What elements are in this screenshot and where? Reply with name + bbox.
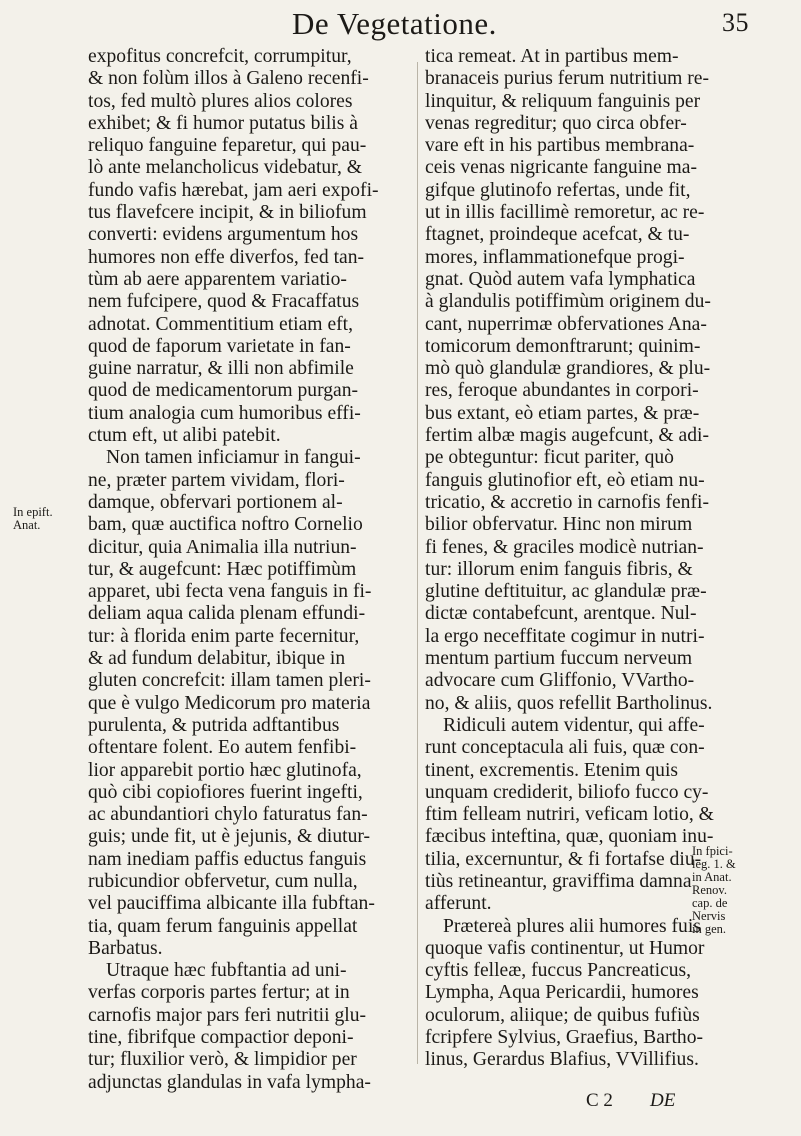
text-line: gifque glutinofo refertas, unde fit,	[425, 179, 691, 201]
text-line: cant, nuperrimæ obfervationes Ana-	[425, 313, 707, 335]
text-line: venas regreditur; quo circa obfer-	[425, 112, 687, 134]
text-line: tur, & augefcunt: Hæc potiffimùm	[88, 558, 357, 580]
text-line: tos, fed multò plures alios colores	[88, 90, 353, 112]
text-line: carnofis major pars feri nutritii glu-	[88, 1004, 367, 1026]
text-line: deliam aqua calida plenam effundi-	[88, 603, 366, 625]
text-line: Ridiculi autem videntur, qui affe-	[443, 714, 705, 736]
text-line: Utraque hæc fubftantia ad uni-	[106, 960, 347, 982]
text-line: tilia, excernuntur, & fi fortafse diu-	[425, 848, 702, 870]
signature-mark: C 2	[586, 1090, 613, 1111]
text-line: tus flavefcere incipit, & in biliofum	[88, 202, 367, 224]
text-line: fcripfere Sylvius, Graefius, Bartho-	[425, 1027, 704, 1049]
text-line: fanguis glutinofior eft, eò etiam nu-	[425, 469, 705, 491]
text-line: tica remeat. At in partibus mem-	[425, 46, 679, 67]
text-line: mores, inflammationefque progi-	[425, 246, 685, 268]
left-margin-note	[13, 506, 77, 532]
text-line: Barbatus.	[88, 937, 163, 959]
text-line: lior apparebit portio hæc glutinofa,	[88, 759, 362, 781]
catchword: DE	[650, 1090, 676, 1111]
margin-note-line: Nervis	[692, 909, 726, 923]
text-line: verfas corporis partes fertur; at in	[88, 982, 350, 1004]
text-line: tium analogia cum humoribus effi-	[88, 402, 361, 424]
text-line: runt conceptacula ali fuis, quæ con-	[425, 737, 705, 759]
text-line: ftim felleam nutriri, veficam lotio, &	[425, 804, 714, 826]
text-line: tricatio, & accretio in carnofis fenfi-	[425, 491, 709, 513]
text-line: exhibet; & fi humor putatus bilis à	[88, 112, 358, 134]
text-line: ne, præter partem vividam, flori-	[88, 469, 345, 491]
text-line: linus, Gerardus Blafius, VVillifius.	[425, 1049, 699, 1071]
text-line: advocare cum Gliffonio, VVartho-	[425, 670, 695, 692]
text-line: bilior obfervatur. Hinc non mirum	[425, 514, 693, 536]
text-line: reliquo fanguine feparetur, qui pau-	[88, 135, 367, 157]
text-line: fertim albæ magis augefcunt, & adi-	[425, 425, 710, 447]
text-line: humores non effe diverfos, fed tan-	[88, 246, 365, 268]
text-line: apparet, ubi fecta vena fanguis in fi-	[88, 581, 372, 603]
text-line: linquitur, & reliquum fanguinis per	[425, 90, 701, 112]
text-line: no, & aliis, quos refellit Bartholinus.	[425, 692, 713, 714]
text-line: Non tamen inficiamur in fangui-	[106, 447, 361, 469]
text-line: tomicorum demonftrarunt; quinim-	[425, 335, 701, 357]
text-line: dicitur, quia Animalia illa nutriun-	[88, 536, 357, 558]
page-title: De Vegetatione.	[292, 6, 497, 41]
text-line: fi fenes, & graciles modicè nutrian-	[425, 536, 704, 558]
text-line: oftentare folent. Eo autem fenfibi-	[88, 737, 357, 759]
margin-note-line: cap. de	[692, 896, 728, 910]
text-line: gnat. Quòd autem vafa lymphatica	[425, 268, 696, 290]
text-line: oculorum, aliique; de quibus fufiùs	[425, 1004, 700, 1026]
text-line: bam, quæ auctifica noftro Cornelio	[88, 514, 363, 536]
text-line: que è vulgo Medicorum pro materia	[88, 692, 371, 714]
text-line: damque, obfervari portionem al-	[88, 491, 343, 513]
text-line: quò cibi copiofiores fuerint ingefti,	[88, 781, 363, 803]
text-line: tiùs retineantur, graviffima damna	[425, 870, 692, 892]
text-line: mò quò glandulæ grandiores, & plu-	[425, 358, 711, 380]
text-line: vel pauciffima albicante illa fubftan-	[88, 893, 375, 915]
text-line: gluten concrefcit: illam tamen pleri-	[88, 670, 371, 692]
right-text-column	[425, 46, 725, 1072]
text-line: ceis venas nigricante fanguine ma-	[425, 157, 698, 179]
text-line: purulenta, & putrida adftantibus	[88, 714, 340, 736]
margin-note-line: in Anat.	[692, 870, 732, 884]
text-line: nam inediam paffis eductus fanguis	[88, 848, 367, 870]
text-line: tia, quam ferum fanguinis appellat	[88, 915, 358, 937]
text-line: tine, fibrifque compactior deponi-	[88, 1027, 354, 1049]
page-number: 35	[722, 8, 749, 37]
text-line: guis; unde fit, ut è jejunis, & diutur-	[88, 826, 371, 848]
text-line: ftagnet, proindeque acefcat, & tu-	[425, 224, 690, 246]
text-line: tur; fluxilior verò, & limpidior per	[88, 1049, 357, 1071]
text-line: dictæ contabefcunt, arentque. Nul-	[425, 603, 697, 625]
text-line: la ergo neceffitate cogimur in nutri-	[425, 625, 705, 647]
text-line: glutine deftituitur, ac glandulæ præ-	[425, 581, 707, 603]
text-line: tur: à florida enim parte fecernitur,	[88, 625, 360, 647]
text-line: converti: evidens argumentum hos	[88, 224, 359, 246]
text-line: guine narratur, & illi non abfimile	[88, 358, 354, 380]
text-line: quod de faporum varietate in fan-	[88, 335, 351, 357]
text-line: ut in illis facillimè remoretur, ac re-	[425, 202, 705, 224]
right-margin-note	[692, 845, 752, 936]
text-line: Prætereà plures alii humores fuis	[443, 915, 701, 937]
text-line: ac abundantiori chylo faturatus fan-	[88, 804, 368, 826]
margin-note-line: Anat.	[13, 518, 41, 532]
text-line: adjunctas glandulas in vafa lympha-	[88, 1071, 371, 1093]
text-line: à glandulis potiffimùm originem du-	[425, 291, 711, 313]
text-line: nem fufcipere, quod & Fracaffatus	[88, 291, 360, 313]
text-line: cyftis felleæ, fuccus Pancreaticus,	[425, 960, 692, 982]
text-line: adnotat. Commentitium etiam eft,	[88, 313, 354, 335]
margin-note-line: leg. 1. &	[692, 857, 736, 871]
text-line: expofitus concrefcit, corrumpitur,	[88, 46, 352, 67]
text-line: unquam crediderit, biliofo fucco cy-	[425, 781, 709, 803]
text-line: bus extant, eò etiam partes, & præ-	[425, 402, 700, 424]
text-line: vare eft in his partibus membrana-	[425, 135, 695, 157]
text-line: rubicundior obfervetur, cum nulla,	[88, 870, 358, 892]
text-line: fæcibus inteftina, quæ, quoniam inu-	[425, 826, 714, 848]
text-line: lò ante melancholicus videbatur, &	[88, 157, 362, 179]
text-line: ctum eft, ut alibi patebit.	[88, 425, 281, 447]
text-line: mentum partium fuccum nerveum	[425, 648, 693, 670]
text-line: afferunt.	[425, 893, 492, 915]
text-line: branaceis purius ferum nutritium re-	[425, 68, 710, 90]
text-line: res, feroque abundantes in corpori-	[425, 380, 699, 402]
margin-note-line: In fpici-	[692, 844, 733, 858]
text-line: quoque vafis continentur, ut Humor	[425, 937, 705, 959]
text-line: tinent, excrementis. Etenim quis	[425, 759, 679, 781]
column-divider	[417, 62, 418, 1064]
text-line: fundo vafis hærebat, jam aeri expofi-	[88, 179, 379, 201]
text-line: pe obteguntur: ficut pariter, quò	[425, 447, 674, 469]
text-line: tur: illorum enim fanguis fibris, &	[425, 558, 693, 580]
margin-note-line: Renov.	[692, 883, 727, 897]
text-line: & non folùm illos à Galeno recenfi-	[88, 68, 369, 90]
text-line: Lympha, Aqua Pericardii, humores	[425, 982, 699, 1004]
text-line: quod de medicamentorum purgan-	[88, 380, 359, 402]
left-text-column	[88, 46, 416, 1094]
margin-note-line: in gen.	[692, 922, 727, 936]
running-header	[0, 6, 801, 42]
margin-note-line: In epift.	[13, 505, 53, 519]
text-line: tùm ab aere apparentem variatio-	[88, 268, 347, 290]
text-line: & ad fundum delabitur, ibique in	[88, 648, 346, 670]
